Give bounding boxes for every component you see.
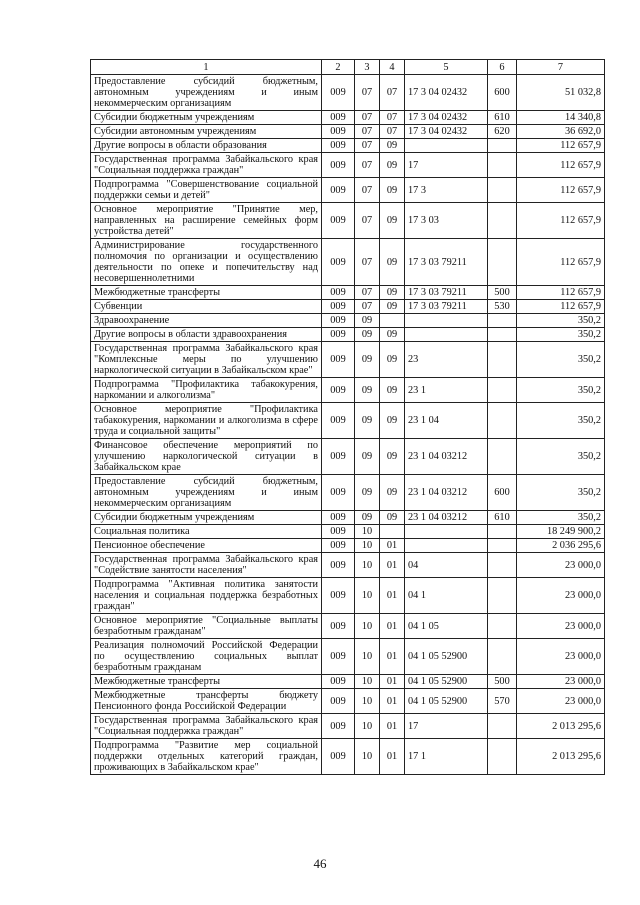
row-target-article-cell: 04 1 05 52900 [405, 689, 488, 714]
row-sum-cell: 2 013 295,6 [517, 714, 605, 739]
table-row [91, 328, 605, 342]
row-name-cell: Подпрограмма "Развитие мер социальной поддержки отдельных категорий граждан, проживающих в Забайкальском крае" [91, 739, 322, 775]
row-expense-type-cell: 600 [488, 75, 517, 111]
row-ved-cell: 009 [322, 286, 355, 300]
budget-table [90, 59, 605, 775]
row-expense-type-cell [488, 739, 517, 775]
table-row [91, 75, 605, 111]
row-section-cell: 09 [355, 511, 380, 525]
row-target-article-cell: 23 1 04 [405, 403, 488, 439]
row-section-cell: 07 [355, 300, 380, 314]
row-expense-type-cell: 500 [488, 286, 517, 300]
row-sum-cell: 23 000,0 [517, 639, 605, 675]
table-row [91, 475, 605, 511]
col-header-5: 5 [405, 60, 488, 75]
row-name-cell: Подпрограмма "Профилактика табакокурения, наркомании и алкоголизма" [91, 378, 322, 403]
row-section-cell: 07 [355, 178, 380, 203]
row-sum-cell: 51 032,8 [517, 75, 605, 111]
row-section-cell: 09 [355, 439, 380, 475]
row-name-cell: Финансовое обеспечение мероприятий по улучшению наркологической ситуации в Забайкальском крае [91, 439, 322, 475]
row-target-article-cell: 23 [405, 342, 488, 378]
row-sum-cell: 350,2 [517, 403, 605, 439]
row-sum-cell: 350,2 [517, 439, 605, 475]
row-subsection-cell: 01 [380, 553, 405, 578]
header-row [91, 60, 605, 75]
row-section-cell: 09 [355, 378, 380, 403]
row-section-cell: 10 [355, 525, 380, 539]
row-ved-cell: 009 [322, 639, 355, 675]
row-expense-type-cell: 610 [488, 111, 517, 125]
col-header-6: 6 [488, 60, 517, 75]
row-sum-cell: 23 000,0 [517, 578, 605, 614]
row-sum-cell: 2 036 295,6 [517, 539, 605, 553]
row-expense-type-cell [488, 239, 517, 286]
row-ved-cell: 009 [322, 439, 355, 475]
row-subsection-cell: 07 [380, 75, 405, 111]
row-name-cell: Межбюджетные трансферты бюджету Пенсионного фонда Российской Федерации [91, 689, 322, 714]
row-subsection-cell: 09 [380, 286, 405, 300]
row-section-cell: 09 [355, 328, 380, 342]
row-target-article-cell [405, 539, 488, 553]
row-sum-cell: 23 000,0 [517, 675, 605, 689]
row-section-cell: 10 [355, 739, 380, 775]
row-sum-cell: 112 657,9 [517, 178, 605, 203]
row-ved-cell: 009 [322, 178, 355, 203]
row-sum-cell: 14 340,8 [517, 111, 605, 125]
row-section-cell: 10 [355, 614, 380, 639]
col-header-3: 3 [355, 60, 380, 75]
row-subsection-cell: 07 [380, 125, 405, 139]
row-target-article-cell: 17 3 03 79211 [405, 239, 488, 286]
row-section-cell: 10 [355, 639, 380, 675]
table-row [91, 153, 605, 178]
row-subsection-cell [380, 314, 405, 328]
row-expense-type-cell: 530 [488, 300, 517, 314]
row-subsection-cell: 09 [380, 328, 405, 342]
row-ved-cell: 009 [322, 475, 355, 511]
row-subsection-cell: 09 [380, 203, 405, 239]
row-target-article-cell: 04 1 05 [405, 614, 488, 639]
row-target-article-cell: 17 3 04 02432 [405, 125, 488, 139]
row-section-cell: 07 [355, 239, 380, 286]
row-expense-type-cell [488, 614, 517, 639]
row-section-cell: 09 [355, 314, 380, 328]
row-name-cell: Администрирование государственного полномочия по организации и осуществлению деятельности по опеке и попечительству над несовершеннолетними [91, 239, 322, 286]
row-name-cell: Субсидии автономным учреждениям [91, 125, 322, 139]
table-row [91, 314, 605, 328]
row-name-cell: Социальная политика [91, 525, 322, 539]
row-target-article-cell: 04 1 05 52900 [405, 639, 488, 675]
row-sum-cell: 112 657,9 [517, 139, 605, 153]
row-section-cell: 09 [355, 403, 380, 439]
row-subsection-cell: 09 [380, 300, 405, 314]
row-subsection-cell: 09 [380, 239, 405, 286]
row-sum-cell: 18 249 900,2 [517, 525, 605, 539]
row-target-article-cell [405, 525, 488, 539]
row-sum-cell: 350,2 [517, 511, 605, 525]
row-ved-cell: 009 [322, 300, 355, 314]
page-number: 46 [313, 856, 327, 871]
row-subsection-cell: 01 [380, 675, 405, 689]
row-expense-type-cell [488, 403, 517, 439]
row-sum-cell: 36 692,0 [517, 125, 605, 139]
col-header-4: 4 [380, 60, 405, 75]
row-ved-cell: 009 [322, 739, 355, 775]
row-sum-cell: 23 000,0 [517, 689, 605, 714]
row-ved-cell: 009 [322, 675, 355, 689]
table-row [91, 139, 605, 153]
row-name-cell: Субвенции [91, 300, 322, 314]
row-ved-cell: 009 [322, 239, 355, 286]
row-subsection-cell: 01 [380, 739, 405, 775]
row-expense-type-cell: 620 [488, 125, 517, 139]
row-expense-type-cell [488, 553, 517, 578]
table-row [91, 739, 605, 775]
row-section-cell: 10 [355, 553, 380, 578]
row-sum-cell: 350,2 [517, 314, 605, 328]
row-ved-cell: 009 [322, 111, 355, 125]
row-subsection-cell: 01 [380, 714, 405, 739]
table-row [91, 714, 605, 739]
row-subsection-cell [380, 525, 405, 539]
row-section-cell: 10 [355, 714, 380, 739]
table-row [91, 111, 605, 125]
row-ved-cell: 009 [322, 539, 355, 553]
row-expense-type-cell [488, 439, 517, 475]
row-section-cell: 10 [355, 675, 380, 689]
row-subsection-cell: 09 [380, 342, 405, 378]
row-target-article-cell [405, 314, 488, 328]
row-name-cell: Государственная программа Забайкальского края "Социальная поддержка граждан" [91, 153, 322, 178]
table-row [91, 525, 605, 539]
row-name-cell: Предоставление субсидий бюджетным, автономным учреждениям и иным некоммерческим организациям [91, 75, 322, 111]
row-subsection-cell: 01 [380, 614, 405, 639]
row-subsection-cell: 01 [380, 639, 405, 675]
row-target-article-cell: 17 3 [405, 178, 488, 203]
row-target-article-cell: 23 1 04 03212 [405, 475, 488, 511]
row-ved-cell: 009 [322, 203, 355, 239]
row-target-article-cell: 17 3 04 02432 [405, 111, 488, 125]
row-ved-cell: 009 [322, 689, 355, 714]
row-subsection-cell: 09 [380, 139, 405, 153]
row-section-cell: 09 [355, 342, 380, 378]
row-section-cell: 07 [355, 75, 380, 111]
row-ved-cell: 009 [322, 714, 355, 739]
row-name-cell: Межбюджетные трансферты [91, 675, 322, 689]
row-target-article-cell: 04 [405, 553, 488, 578]
row-expense-type-cell [488, 578, 517, 614]
table-row [91, 286, 605, 300]
row-ved-cell: 009 [322, 553, 355, 578]
row-subsection-cell: 01 [380, 539, 405, 553]
row-expense-type-cell [488, 328, 517, 342]
table-row [91, 511, 605, 525]
table-row [91, 539, 605, 553]
row-name-cell: Подпрограмма "Совершенствование социальной поддержки семьи и детей" [91, 178, 322, 203]
table-row [91, 614, 605, 639]
row-section-cell: 10 [355, 689, 380, 714]
row-name-cell: Основное мероприятие "Принятие мер, направленных на расширение семейных форм устройства детей" [91, 203, 322, 239]
row-section-cell: 07 [355, 286, 380, 300]
row-ved-cell: 009 [322, 125, 355, 139]
row-sum-cell: 23 000,0 [517, 614, 605, 639]
row-expense-type-cell: 610 [488, 511, 517, 525]
row-sum-cell: 350,2 [517, 328, 605, 342]
row-name-cell: Реализация полномочий Российской Федерации по осуществлению социальных выплат безработным гражданам [91, 639, 322, 675]
row-ved-cell: 009 [322, 614, 355, 639]
row-ved-cell: 009 [322, 153, 355, 178]
row-target-article-cell: 17 [405, 714, 488, 739]
col-header-2: 2 [322, 60, 355, 75]
row-subsection-cell: 09 [380, 153, 405, 178]
row-ved-cell: 009 [322, 578, 355, 614]
row-target-article-cell: 17 3 03 79211 [405, 300, 488, 314]
row-section-cell: 07 [355, 125, 380, 139]
row-section-cell: 10 [355, 539, 380, 553]
row-expense-type-cell [488, 714, 517, 739]
row-sum-cell: 350,2 [517, 475, 605, 511]
row-subsection-cell: 01 [380, 578, 405, 614]
row-section-cell: 07 [355, 203, 380, 239]
row-expense-type-cell [488, 153, 517, 178]
table-row [91, 689, 605, 714]
row-section-cell: 07 [355, 139, 380, 153]
row-expense-type-cell [488, 342, 517, 378]
row-target-article-cell: 17 1 [405, 739, 488, 775]
row-ved-cell: 009 [322, 378, 355, 403]
row-expense-type-cell [488, 139, 517, 153]
row-sum-cell: 350,2 [517, 378, 605, 403]
col-header-1: 1 [91, 60, 322, 75]
row-name-cell: Государственная программа Забайкальского края "Содействие занятости населения" [91, 553, 322, 578]
row-sum-cell: 112 657,9 [517, 153, 605, 178]
row-name-cell: Основное мероприятие "Социальные выплаты безработным гражданам" [91, 614, 322, 639]
row-sum-cell: 2 013 295,6 [517, 739, 605, 775]
row-target-article-cell: 17 [405, 153, 488, 178]
row-expense-type-cell [488, 378, 517, 403]
table-row [91, 300, 605, 314]
table-row [91, 239, 605, 286]
row-target-article-cell: 23 1 [405, 378, 488, 403]
row-ved-cell: 009 [322, 328, 355, 342]
row-subsection-cell: 09 [380, 439, 405, 475]
row-name-cell: Субсидии бюджетным учреждениям [91, 511, 322, 525]
row-expense-type-cell [488, 203, 517, 239]
row-expense-type-cell: 570 [488, 689, 517, 714]
row-name-cell: Предоставление субсидий бюджетным, автономным учреждениям и иным некоммерческим организациям [91, 475, 322, 511]
row-sum-cell: 112 657,9 [517, 286, 605, 300]
row-name-cell: Другие вопросы в области здравоохранения [91, 328, 322, 342]
row-name-cell: Подпрограмма "Активная политика занятости населения и социальная поддержка безработных граждан" [91, 578, 322, 614]
row-expense-type-cell [488, 539, 517, 553]
table-row [91, 639, 605, 675]
col-header-7: 7 [517, 60, 605, 75]
row-name-cell: Здравоохранение [91, 314, 322, 328]
row-sum-cell: 112 657,9 [517, 239, 605, 286]
row-ved-cell: 009 [322, 342, 355, 378]
row-target-article-cell [405, 139, 488, 153]
row-expense-type-cell [488, 178, 517, 203]
row-ved-cell: 009 [322, 403, 355, 439]
row-name-cell: Государственная программа Забайкальского края "Комплексные меры по улучшению наркологической ситуации в Забайкальском крае" [91, 342, 322, 378]
row-name-cell: Государственная программа Забайкальского края "Социальная поддержка граждан" [91, 714, 322, 739]
row-target-article-cell [405, 328, 488, 342]
row-name-cell: Основное мероприятие "Профилактика табакокурения, наркомании и алкоголизма в сфере труда и социальной защиты" [91, 403, 322, 439]
row-expense-type-cell [488, 525, 517, 539]
table-row [91, 125, 605, 139]
row-sum-cell: 23 000,0 [517, 553, 605, 578]
row-ved-cell: 009 [322, 511, 355, 525]
row-target-article-cell: 17 3 03 79211 [405, 286, 488, 300]
row-section-cell: 09 [355, 475, 380, 511]
table-row [91, 553, 605, 578]
table-row [91, 439, 605, 475]
table-row [91, 675, 605, 689]
row-target-article-cell: 17 3 04 02432 [405, 75, 488, 111]
row-expense-type-cell [488, 314, 517, 328]
row-expense-type-cell [488, 639, 517, 675]
row-target-article-cell: 23 1 04 03212 [405, 439, 488, 475]
table-row [91, 178, 605, 203]
row-ved-cell: 009 [322, 75, 355, 111]
row-sum-cell: 112 657,9 [517, 203, 605, 239]
table-row [91, 342, 605, 378]
row-sum-cell: 350,2 [517, 342, 605, 378]
table-row [91, 578, 605, 614]
row-name-cell: Межбюджетные трансферты [91, 286, 322, 300]
row-expense-type-cell: 600 [488, 475, 517, 511]
row-subsection-cell: 09 [380, 403, 405, 439]
row-subsection-cell: 09 [380, 378, 405, 403]
row-section-cell: 10 [355, 578, 380, 614]
table-body [91, 75, 605, 775]
row-subsection-cell: 09 [380, 178, 405, 203]
row-ved-cell: 009 [322, 314, 355, 328]
row-name-cell: Другие вопросы в области образования [91, 139, 322, 153]
table-row [91, 203, 605, 239]
row-expense-type-cell: 500 [488, 675, 517, 689]
row-ved-cell: 009 [322, 139, 355, 153]
row-name-cell: Пенсионное обеспечение [91, 539, 322, 553]
row-ved-cell: 009 [322, 525, 355, 539]
row-section-cell: 07 [355, 111, 380, 125]
table-row [91, 403, 605, 439]
row-target-article-cell: 17 3 03 [405, 203, 488, 239]
row-subsection-cell: 09 [380, 475, 405, 511]
row-name-cell: Субсидии бюджетным учреждениям [91, 111, 322, 125]
row-sum-cell: 112 657,9 [517, 300, 605, 314]
row-target-article-cell: 23 1 04 03212 [405, 511, 488, 525]
row-section-cell: 07 [355, 153, 380, 178]
table-row [91, 378, 605, 403]
row-target-article-cell: 04 1 05 52900 [405, 675, 488, 689]
row-subsection-cell: 07 [380, 111, 405, 125]
row-subsection-cell: 01 [380, 689, 405, 714]
row-target-article-cell: 04 1 [405, 578, 488, 614]
row-subsection-cell: 09 [380, 511, 405, 525]
